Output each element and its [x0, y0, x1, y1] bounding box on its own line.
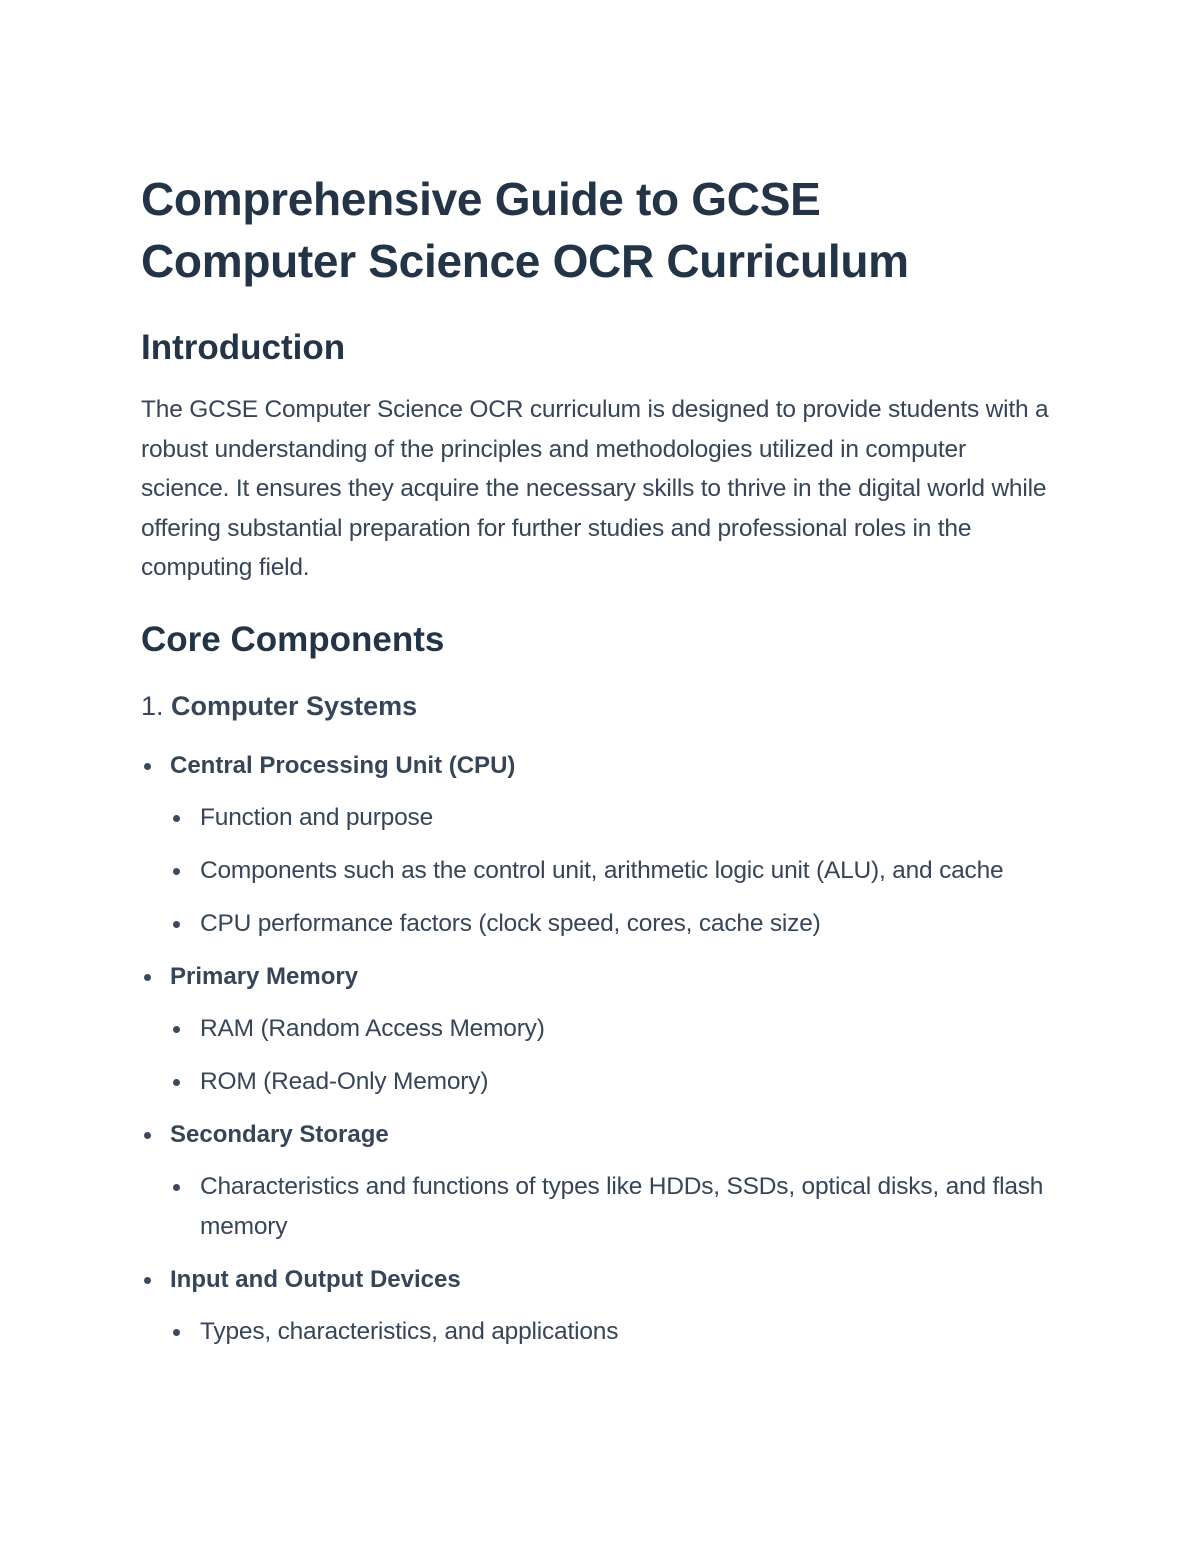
computer-systems-heading [141, 688, 1050, 724]
topic-cpu [141, 746, 1050, 944]
topic-label: Input and Output Devices [170, 1265, 461, 1293]
introduction-paragraph: The GCSE Computer Science OCR curriculum is designed to provide students with a robust understanding of the principles and methodologies utilized in computer science. It ensures they acquire the necessary skills to thrive in the digital world while offering substantial preparation for further studies and professional roles in the computing field. [141, 396, 1049, 582]
title-line-2: Computer Science OCR Curriculum [141, 235, 909, 287]
section-number: 1. [141, 690, 164, 721]
list-item: Types, characteristics, and applications [170, 1312, 1050, 1352]
document-title [141, 168, 1050, 292]
detail-list [170, 1009, 1050, 1102]
list-item: CPU performance factors (clock speed, cores, cache size) [170, 904, 1050, 944]
detail-list [170, 1312, 1050, 1352]
topic-secondary-storage [141, 1115, 1050, 1247]
topic-primary-memory [141, 957, 1050, 1102]
detail-list [170, 798, 1050, 944]
detail-list [170, 1167, 1050, 1247]
topic-list [141, 746, 1050, 1352]
topic-input-output-devices [141, 1260, 1050, 1352]
list-item: Function and purpose [170, 798, 1050, 838]
core-components-heading: Core Components [141, 619, 445, 659]
topic-label: Central Processing Unit (CPU) [170, 751, 516, 779]
section-title: Computer Systems [171, 690, 418, 721]
list-item: Characteristics and functions of types like HDDs, SSDs, optical disks, and flash memory [170, 1167, 1050, 1247]
topic-label: Secondary Storage [170, 1120, 389, 1148]
list-item: Components such as the control unit, arithmetic logic unit (ALU), and cache [170, 851, 1050, 891]
list-item: ROM (Read-Only Memory) [170, 1062, 1050, 1102]
introduction-heading: Introduction [141, 328, 346, 367]
title-line-1: Comprehensive Guide to GCSE [141, 173, 821, 225]
list-item: RAM (Random Access Memory) [170, 1009, 1050, 1049]
topic-label: Primary Memory [170, 962, 359, 990]
